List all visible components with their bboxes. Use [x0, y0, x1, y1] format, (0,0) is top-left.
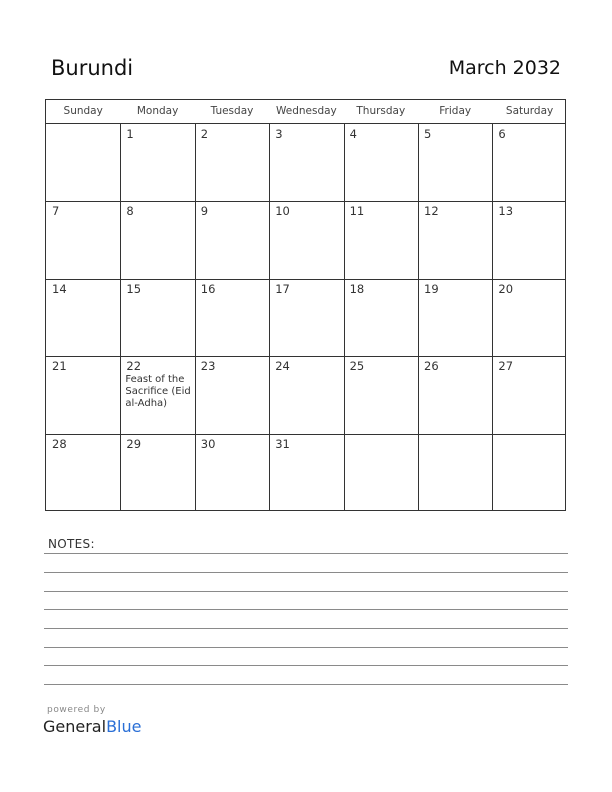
weekday-saturday: Saturday — [505, 105, 554, 117]
notes-line — [44, 609, 568, 610]
brand-part-blue: Blue — [106, 717, 142, 736]
grid-column-divider — [269, 124, 270, 511]
day-number: 24 — [275, 359, 290, 374]
day-number: 23 — [200, 359, 216, 374]
grid-row-divider — [46, 201, 565, 202]
day-number: 1 — [126, 127, 134, 141]
month-year-title: March 2032 — [448, 57, 561, 79]
day-number: 3 — [275, 127, 283, 141]
weekday-tuesday: Tuesday — [210, 105, 254, 117]
powered-by-text: powered by — [47, 705, 106, 715]
day-number: 9 — [200, 204, 209, 219]
day-number: 19 — [424, 281, 439, 296]
day-number: 11 — [349, 204, 365, 219]
notes-line — [44, 647, 568, 648]
day-number: 6 — [498, 127, 506, 141]
weekday-sunday: Sunday — [63, 105, 103, 117]
holiday-label: Feast of the Sacrifice (Eid al-Adha) — [125, 374, 191, 410]
grid-row-divider — [46, 434, 565, 435]
grid-row-divider — [46, 279, 565, 280]
calendar-grid — [45, 99, 566, 511]
day-number: 7 — [52, 204, 60, 219]
day-number: 13 — [498, 204, 514, 219]
day-number: 17 — [275, 281, 290, 296]
weekday-header-row — [46, 100, 565, 124]
grid-column-divider — [120, 124, 121, 511]
day-number: 5 — [424, 127, 432, 141]
day-number: 14 — [52, 281, 67, 296]
grid-column-divider — [344, 124, 345, 511]
day-number: 28 — [52, 436, 67, 451]
day-number: 25 — [349, 359, 365, 374]
notes-line — [44, 572, 568, 573]
day-number: 15 — [126, 281, 142, 296]
day-number: 4 — [349, 127, 357, 141]
grid-column-divider — [492, 124, 493, 511]
generalblue-logo — [43, 717, 141, 736]
brand-part-general: General — [43, 717, 107, 736]
notes-line — [44, 591, 568, 592]
day-number: 30 — [200, 436, 216, 451]
day-number: 27 — [498, 359, 514, 374]
grid-column-divider — [418, 124, 419, 511]
day-number: 12 — [424, 204, 439, 219]
weekday-thursday: Thursday — [356, 105, 406, 117]
grid-row-divider — [46, 356, 565, 357]
weekday-monday: Monday — [136, 105, 179, 117]
notes-line — [44, 665, 568, 666]
grid-column-divider — [195, 124, 196, 511]
day-number: 10 — [275, 204, 290, 219]
day-number: 20 — [498, 281, 514, 296]
notes-line — [44, 628, 568, 629]
day-number: 31 — [275, 436, 290, 451]
day-number: 2 — [200, 127, 209, 141]
day-number: 22 — [126, 359, 142, 374]
weekday-friday: Friday — [439, 105, 472, 117]
notes-label: NOTES: — [48, 537, 95, 551]
day-number: 18 — [349, 281, 365, 296]
day-number: 8 — [126, 204, 134, 219]
notes-line — [44, 553, 568, 554]
day-number: 26 — [424, 359, 439, 374]
day-number: 29 — [126, 436, 142, 451]
day-number: 16 — [200, 281, 216, 296]
weekday-wednesday: Wednesday — [275, 105, 337, 117]
country-title: Burundi — [51, 56, 134, 80]
notes-line — [44, 684, 568, 685]
day-number: 21 — [52, 359, 67, 374]
